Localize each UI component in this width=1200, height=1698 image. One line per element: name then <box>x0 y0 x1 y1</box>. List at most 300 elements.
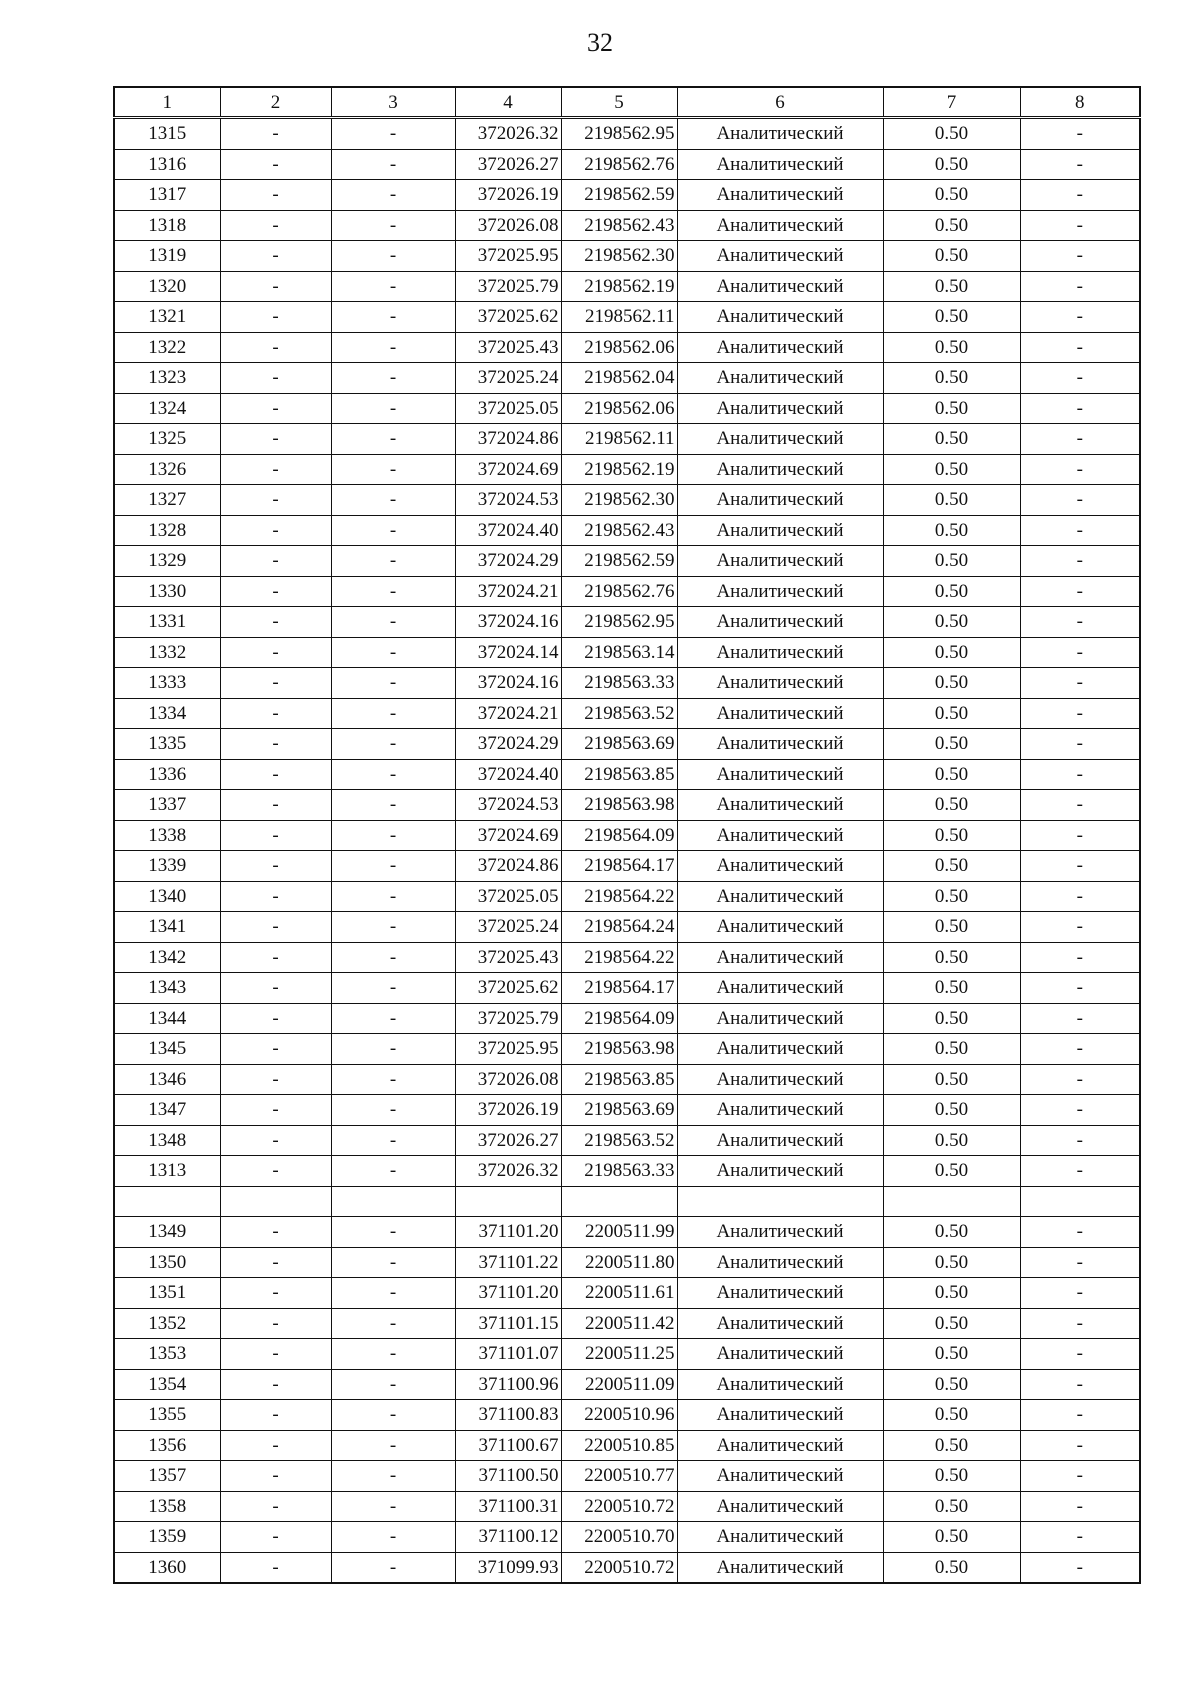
table-row <box>114 607 1140 638</box>
table-row <box>114 576 1140 607</box>
accuracy-cell: 0.50 <box>883 1461 1020 1492</box>
col3-cell: - <box>331 1491 455 1522</box>
col3-cell: - <box>331 454 455 485</box>
y-coordinate-cell: 2198564.09 <box>561 820 677 851</box>
col8-cell: - <box>1020 912 1140 943</box>
col8-cell: - <box>1020 729 1140 760</box>
method-cell: Аналитический <box>677 1003 883 1034</box>
accuracy-cell: 0.50 <box>883 1522 1020 1553</box>
header-row <box>114 87 1140 118</box>
method-cell: Аналитический <box>677 118 883 150</box>
y-coordinate-cell: 2198562.19 <box>561 271 677 302</box>
col8-cell: - <box>1020 1156 1140 1187</box>
table-row <box>114 271 1140 302</box>
col2-cell: - <box>220 1217 331 1248</box>
column-header-7: 7 <box>883 87 1020 118</box>
accuracy-cell: 0.50 <box>883 454 1020 485</box>
column-header-6: 6 <box>677 87 883 118</box>
col8-cell: - <box>1020 118 1140 150</box>
y-coordinate-cell: 2200510.77 <box>561 1461 677 1492</box>
point-number-cell: 1332 <box>114 637 220 668</box>
y-coordinate-cell: 2198564.22 <box>561 942 677 973</box>
method-cell: Аналитический <box>677 1278 883 1309</box>
y-coordinate-cell: 2198562.30 <box>561 485 677 516</box>
col3-cell: - <box>331 1522 455 1553</box>
accuracy-cell: 0.50 <box>883 1003 1020 1034</box>
y-coordinate-cell: 2198563.85 <box>561 759 677 790</box>
column-header-3: 3 <box>331 87 455 118</box>
method-cell: Аналитический <box>677 668 883 699</box>
y-coordinate-cell: 2198563.14 <box>561 637 677 668</box>
col8-cell: - <box>1020 485 1140 516</box>
accuracy-cell: 0.50 <box>883 820 1020 851</box>
col2-cell: - <box>220 424 331 455</box>
table-row <box>114 393 1140 424</box>
method-cell: Аналитический <box>677 210 883 241</box>
point-number-cell: 1344 <box>114 1003 220 1034</box>
y-coordinate-cell: 2198562.19 <box>561 454 677 485</box>
y-coordinate-cell: 2198562.76 <box>561 149 677 180</box>
accuracy-cell: 0.50 <box>883 149 1020 180</box>
x-coordinate-cell: 372026.32 <box>455 118 561 150</box>
accuracy-cell: 0.50 <box>883 637 1020 668</box>
col2-cell: - <box>220 1308 331 1339</box>
point-number-cell: 1339 <box>114 851 220 882</box>
col8-cell: - <box>1020 851 1140 882</box>
col3-cell: - <box>331 576 455 607</box>
point-number-cell: 1320 <box>114 271 220 302</box>
col2-cell: - <box>220 759 331 790</box>
method-cell: Аналитический <box>677 1522 883 1553</box>
col2-cell: - <box>220 149 331 180</box>
col3-cell: - <box>331 546 455 577</box>
col2-cell: - <box>220 363 331 394</box>
x-coordinate-cell: 371100.50 <box>455 1461 561 1492</box>
accuracy-cell: 0.50 <box>883 1095 1020 1126</box>
x-coordinate-cell: 371100.31 <box>455 1491 561 1522</box>
table-row <box>114 1064 1140 1095</box>
method-cell: Аналитический <box>677 1491 883 1522</box>
method-cell: Аналитический <box>677 942 883 973</box>
accuracy-cell: 0.50 <box>883 424 1020 455</box>
point-number-cell: 1334 <box>114 698 220 729</box>
col2-cell: - <box>220 485 331 516</box>
accuracy-cell: 0.50 <box>883 698 1020 729</box>
point-number-cell: 1354 <box>114 1369 220 1400</box>
method-cell: Аналитический <box>677 180 883 211</box>
point-number-cell: 1316 <box>114 149 220 180</box>
y-coordinate-cell: 2198563.69 <box>561 1095 677 1126</box>
col2-cell: - <box>220 1125 331 1156</box>
y-coordinate-cell: 2200511.09 <box>561 1369 677 1400</box>
col8-cell: - <box>1020 1034 1140 1065</box>
y-coordinate-cell: 2198563.69 <box>561 729 677 760</box>
table-row <box>114 912 1140 943</box>
col2-cell: - <box>220 271 331 302</box>
method-cell: Аналитический <box>677 393 883 424</box>
method-cell: Аналитический <box>677 759 883 790</box>
y-coordinate-cell: 2198563.52 <box>561 1125 677 1156</box>
y-coordinate-cell: 2200511.99 <box>561 1217 677 1248</box>
x-coordinate-cell: 371101.07 <box>455 1339 561 1370</box>
col3-cell: - <box>331 1003 455 1034</box>
col3-cell: - <box>331 912 455 943</box>
col2-cell: - <box>220 454 331 485</box>
method-cell: Аналитический <box>677 271 883 302</box>
accuracy-cell: 0.50 <box>883 942 1020 973</box>
column-header-4: 4 <box>455 87 561 118</box>
point-number-cell: 1356 <box>114 1430 220 1461</box>
table-row <box>114 973 1140 1004</box>
col8-cell: - <box>1020 210 1140 241</box>
point-number-cell: 1323 <box>114 363 220 394</box>
col3-cell: - <box>331 302 455 333</box>
method-cell: Аналитический <box>677 576 883 607</box>
table-row <box>114 1003 1140 1034</box>
x-coordinate-cell: 372026.08 <box>455 1064 561 1095</box>
accuracy-cell <box>883 1186 1020 1217</box>
table-row <box>114 1308 1140 1339</box>
col3-cell: - <box>331 1125 455 1156</box>
col8-cell: - <box>1020 668 1140 699</box>
col8-cell: - <box>1020 454 1140 485</box>
method-cell: Аналитический <box>677 973 883 1004</box>
method-cell: Аналитический <box>677 790 883 821</box>
x-coordinate-cell: 372024.86 <box>455 851 561 882</box>
table-row <box>114 241 1140 272</box>
accuracy-cell: 0.50 <box>883 393 1020 424</box>
table-row <box>114 1278 1140 1309</box>
method-cell: Аналитический <box>677 1217 883 1248</box>
col8-cell: - <box>1020 393 1140 424</box>
col3-cell: - <box>331 1369 455 1400</box>
method-cell: Аналитический <box>677 149 883 180</box>
col8-cell: - <box>1020 271 1140 302</box>
col3-cell: - <box>331 851 455 882</box>
table-row <box>114 1400 1140 1431</box>
method-cell: Аналитический <box>677 1156 883 1187</box>
table-row <box>114 1461 1140 1492</box>
x-coordinate-cell: 372025.95 <box>455 241 561 272</box>
table-row <box>114 1095 1140 1126</box>
col2-cell: - <box>220 1064 331 1095</box>
col3-cell: - <box>331 607 455 638</box>
col8-cell: - <box>1020 515 1140 546</box>
method-cell: Аналитический <box>677 1034 883 1065</box>
x-coordinate-cell: 371100.96 <box>455 1369 561 1400</box>
col2-cell: - <box>220 1095 331 1126</box>
point-number-cell: 1357 <box>114 1461 220 1492</box>
accuracy-cell: 0.50 <box>883 271 1020 302</box>
col2-cell: - <box>220 790 331 821</box>
method-cell: Аналитический <box>677 607 883 638</box>
col2-cell: - <box>220 698 331 729</box>
col3-cell: - <box>331 1339 455 1370</box>
point-number-cell: 1325 <box>114 424 220 455</box>
accuracy-cell: 0.50 <box>883 668 1020 699</box>
point-number-cell: 1318 <box>114 210 220 241</box>
col8-cell: - <box>1020 1491 1140 1522</box>
x-coordinate-cell: 372024.21 <box>455 698 561 729</box>
table-row <box>114 1186 1140 1217</box>
accuracy-cell: 0.50 <box>883 1308 1020 1339</box>
point-number-cell: 1358 <box>114 1491 220 1522</box>
table-row <box>114 210 1140 241</box>
col2-cell: - <box>220 576 331 607</box>
method-cell: Аналитический <box>677 1552 883 1583</box>
col2-cell: - <box>220 942 331 973</box>
method-cell: Аналитический <box>677 302 883 333</box>
col2-cell: - <box>220 1461 331 1492</box>
point-number-cell: 1348 <box>114 1125 220 1156</box>
col3-cell: - <box>331 698 455 729</box>
point-number-cell: 1337 <box>114 790 220 821</box>
point-number-cell: 1343 <box>114 973 220 1004</box>
col8-cell: - <box>1020 881 1140 912</box>
col8-cell: - <box>1020 1095 1140 1126</box>
col8-cell: - <box>1020 1552 1140 1583</box>
x-coordinate-cell: 372025.43 <box>455 942 561 973</box>
x-coordinate-cell: 372025.95 <box>455 1034 561 1065</box>
accuracy-cell: 0.50 <box>883 1125 1020 1156</box>
table-row <box>114 1491 1140 1522</box>
table-row <box>114 1430 1140 1461</box>
y-coordinate-cell: 2198562.06 <box>561 332 677 363</box>
coordinates-table <box>113 86 1141 1584</box>
y-coordinate-cell: 2198563.33 <box>561 668 677 699</box>
x-coordinate-cell: 371099.93 <box>455 1552 561 1583</box>
col2-cell: - <box>220 515 331 546</box>
column-header-2: 2 <box>220 87 331 118</box>
x-coordinate-cell: 372025.24 <box>455 912 561 943</box>
x-coordinate-cell <box>455 1186 561 1217</box>
table-row <box>114 1552 1140 1583</box>
accuracy-cell: 0.50 <box>883 1430 1020 1461</box>
method-cell: Аналитический <box>677 1400 883 1431</box>
point-number-cell: 1360 <box>114 1552 220 1583</box>
col3-cell: - <box>331 1308 455 1339</box>
x-coordinate-cell: 372026.19 <box>455 180 561 211</box>
accuracy-cell: 0.50 <box>883 1064 1020 1095</box>
x-coordinate-cell: 372026.08 <box>455 210 561 241</box>
col3-cell: - <box>331 729 455 760</box>
point-number-cell: 1322 <box>114 332 220 363</box>
accuracy-cell: 0.50 <box>883 515 1020 546</box>
x-coordinate-cell: 372024.29 <box>455 546 561 577</box>
table-row <box>114 363 1140 394</box>
method-cell: Аналитический <box>677 1461 883 1492</box>
x-coordinate-cell: 372026.19 <box>455 1095 561 1126</box>
method-cell: Аналитический <box>677 820 883 851</box>
y-coordinate-cell: 2198563.98 <box>561 790 677 821</box>
accuracy-cell: 0.50 <box>883 576 1020 607</box>
y-coordinate-cell: 2198564.09 <box>561 1003 677 1034</box>
col2-cell: - <box>220 1430 331 1461</box>
x-coordinate-cell: 371100.83 <box>455 1400 561 1431</box>
x-coordinate-cell: 372024.14 <box>455 637 561 668</box>
col8-cell: - <box>1020 759 1140 790</box>
y-coordinate-cell: 2198563.52 <box>561 698 677 729</box>
x-coordinate-cell: 372026.27 <box>455 1125 561 1156</box>
col3-cell: - <box>331 118 455 150</box>
y-coordinate-cell: 2198562.43 <box>561 210 677 241</box>
point-number-cell: 1333 <box>114 668 220 699</box>
table-row <box>114 942 1140 973</box>
col2-cell: - <box>220 1003 331 1034</box>
col3-cell: - <box>331 637 455 668</box>
col3-cell: - <box>331 942 455 973</box>
y-coordinate-cell: 2200510.85 <box>561 1430 677 1461</box>
x-coordinate-cell: 372024.21 <box>455 576 561 607</box>
point-number-cell: 1317 <box>114 180 220 211</box>
point-number-cell: 1321 <box>114 302 220 333</box>
method-cell: Аналитический <box>677 698 883 729</box>
table-row <box>114 881 1140 912</box>
col3-cell: - <box>331 485 455 516</box>
col3-cell: - <box>331 1034 455 1065</box>
accuracy-cell: 0.50 <box>883 607 1020 638</box>
point-number-cell: 1351 <box>114 1278 220 1309</box>
x-coordinate-cell: 372025.62 <box>455 973 561 1004</box>
point-number-cell: 1342 <box>114 942 220 973</box>
col3-cell: - <box>331 271 455 302</box>
col8-cell: - <box>1020 1064 1140 1095</box>
accuracy-cell: 0.50 <box>883 790 1020 821</box>
y-coordinate-cell: 2198562.11 <box>561 424 677 455</box>
accuracy-cell: 0.50 <box>883 180 1020 211</box>
col2-cell: - <box>220 1278 331 1309</box>
column-header-8: 8 <box>1020 87 1140 118</box>
accuracy-cell: 0.50 <box>883 1552 1020 1583</box>
col2-cell: - <box>220 851 331 882</box>
col8-cell: - <box>1020 1278 1140 1309</box>
page-number: 32 <box>587 28 613 57</box>
point-number-cell: 1338 <box>114 820 220 851</box>
accuracy-cell: 0.50 <box>883 118 1020 150</box>
method-cell: Аналитический <box>677 1064 883 1095</box>
accuracy-cell: 0.50 <box>883 1369 1020 1400</box>
point-number-cell: 1328 <box>114 515 220 546</box>
col8-cell: - <box>1020 1125 1140 1156</box>
col2-cell: - <box>220 1491 331 1522</box>
y-coordinate-cell: 2198562.30 <box>561 241 677 272</box>
col2-cell: - <box>220 1369 331 1400</box>
col3-cell: - <box>331 424 455 455</box>
col2-cell: - <box>220 668 331 699</box>
table-row <box>114 1125 1140 1156</box>
accuracy-cell: 0.50 <box>883 363 1020 394</box>
y-coordinate-cell: 2198564.22 <box>561 881 677 912</box>
table-row <box>114 668 1140 699</box>
col3-cell: - <box>331 332 455 363</box>
col3-cell: - <box>331 1400 455 1431</box>
accuracy-cell: 0.50 <box>883 241 1020 272</box>
col8-cell: - <box>1020 790 1140 821</box>
x-coordinate-cell: 372025.24 <box>455 363 561 394</box>
x-coordinate-cell: 372024.53 <box>455 485 561 516</box>
accuracy-cell: 0.50 <box>883 485 1020 516</box>
x-coordinate-cell: 372024.40 <box>455 515 561 546</box>
table-row <box>114 332 1140 363</box>
y-coordinate-cell: 2198562.95 <box>561 607 677 638</box>
method-cell: Аналитический <box>677 485 883 516</box>
col3-cell: - <box>331 363 455 394</box>
point-number-cell: 1324 <box>114 393 220 424</box>
accuracy-cell: 0.50 <box>883 546 1020 577</box>
accuracy-cell: 0.50 <box>883 973 1020 1004</box>
point-number-cell: 1326 <box>114 454 220 485</box>
col3-cell: - <box>331 973 455 1004</box>
accuracy-cell: 0.50 <box>883 1278 1020 1309</box>
y-coordinate-cell: 2198562.06 <box>561 393 677 424</box>
col8-cell: - <box>1020 332 1140 363</box>
table-row <box>114 637 1140 668</box>
method-cell: Аналитический <box>677 1247 883 1278</box>
accuracy-cell: 0.50 <box>883 1400 1020 1431</box>
y-coordinate-cell: 2200510.96 <box>561 1400 677 1431</box>
col8-cell: - <box>1020 180 1140 211</box>
column-header-5: 5 <box>561 87 677 118</box>
point-number-cell: 1341 <box>114 912 220 943</box>
accuracy-cell: 0.50 <box>883 759 1020 790</box>
y-coordinate-cell: 2198564.17 <box>561 851 677 882</box>
y-coordinate-cell: 2198562.95 <box>561 118 677 150</box>
x-coordinate-cell: 371100.12 <box>455 1522 561 1553</box>
x-coordinate-cell: 372025.79 <box>455 1003 561 1034</box>
point-number-cell: 1345 <box>114 1034 220 1065</box>
point-number-cell: 1352 <box>114 1308 220 1339</box>
col8-cell: - <box>1020 576 1140 607</box>
col8-cell: - <box>1020 546 1140 577</box>
table-row <box>114 820 1140 851</box>
y-coordinate-cell <box>561 1186 677 1217</box>
x-coordinate-cell: 372025.05 <box>455 881 561 912</box>
table-row <box>114 1247 1140 1278</box>
col3-cell: - <box>331 668 455 699</box>
x-coordinate-cell: 372024.29 <box>455 729 561 760</box>
x-coordinate-cell: 372026.27 <box>455 149 561 180</box>
method-cell: Аналитический <box>677 637 883 668</box>
table-row <box>114 302 1140 333</box>
method-cell: Аналитический <box>677 729 883 760</box>
table-row <box>114 546 1140 577</box>
table-row <box>114 454 1140 485</box>
col2-cell: - <box>220 1552 331 1583</box>
col8-cell: - <box>1020 363 1140 394</box>
col8-cell: - <box>1020 1369 1140 1400</box>
col2-cell: - <box>220 1034 331 1065</box>
accuracy-cell: 0.50 <box>883 912 1020 943</box>
method-cell: Аналитический <box>677 881 883 912</box>
col3-cell: - <box>331 1156 455 1187</box>
col3-cell: - <box>331 1278 455 1309</box>
table-row <box>114 1034 1140 1065</box>
accuracy-cell: 0.50 <box>883 302 1020 333</box>
table-row <box>114 1156 1140 1187</box>
table-row <box>114 698 1140 729</box>
col2-cell: - <box>220 729 331 760</box>
point-number-cell: 1349 <box>114 1217 220 1248</box>
col3-cell: - <box>331 393 455 424</box>
accuracy-cell: 0.50 <box>883 1491 1020 1522</box>
method-cell: Аналитический <box>677 1369 883 1400</box>
x-coordinate-cell: 372025.62 <box>455 302 561 333</box>
point-number-cell: 1347 <box>114 1095 220 1126</box>
y-coordinate-cell: 2198563.98 <box>561 1034 677 1065</box>
method-cell: Аналитический <box>677 424 883 455</box>
method-cell: Аналитический <box>677 1125 883 1156</box>
accuracy-cell: 0.50 <box>883 851 1020 882</box>
